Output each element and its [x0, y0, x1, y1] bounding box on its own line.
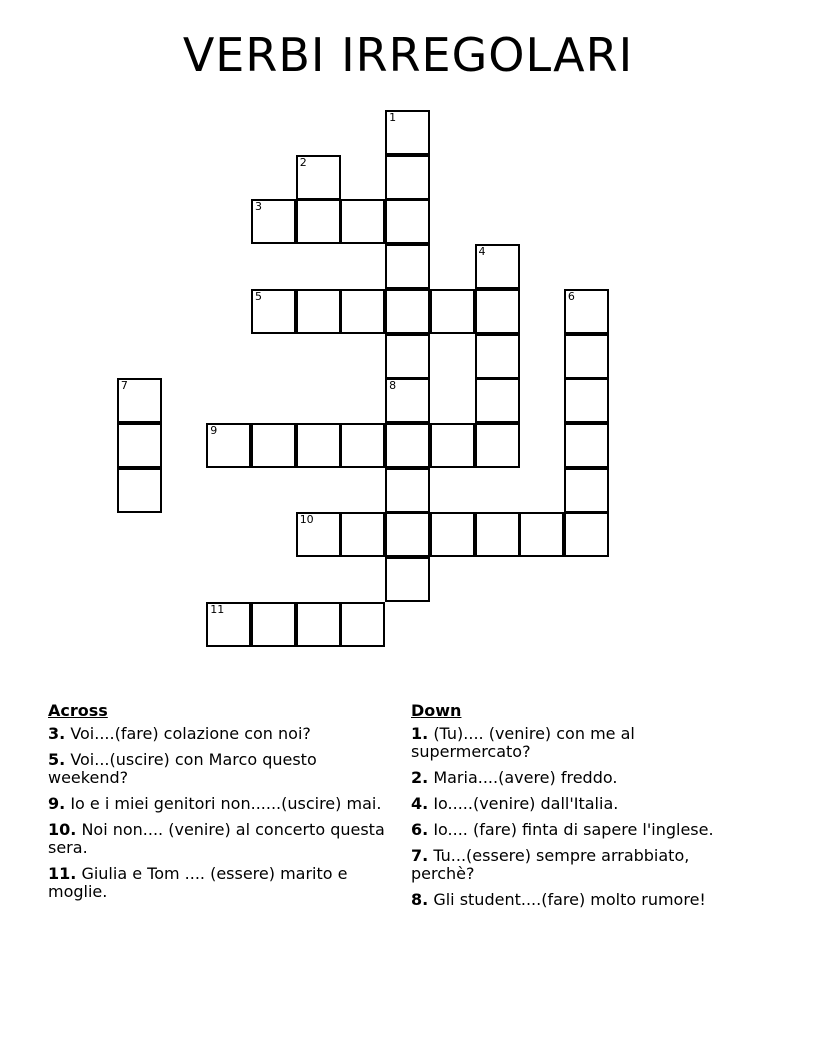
clue-number: 11.: [48, 864, 77, 883]
crossword-cell[interactable]: [385, 378, 430, 423]
crossword-cell[interactable]: [385, 110, 430, 155]
cell-number: 4: [478, 245, 486, 259]
clue-down-2: [411, 769, 751, 787]
cell-number: 10: [299, 513, 314, 527]
crossword-cell[interactable]: [430, 289, 475, 334]
clue-across-3: [48, 725, 388, 743]
clue-down-1: [411, 725, 751, 761]
clue-text: Gli student....(fare) molto rumore!: [433, 890, 706, 909]
down-clue-list: [411, 725, 751, 909]
clue-number: 10.: [48, 820, 77, 839]
cell-number: 5: [255, 289, 262, 303]
crossword-cell[interactable]: [385, 199, 430, 244]
crossword-cell[interactable]: [519, 512, 564, 557]
cell-number: 9: [210, 423, 218, 437]
clue-number: 3.: [48, 724, 66, 743]
crossword-cell[interactable]: [206, 423, 251, 468]
cell-number: 11: [210, 602, 225, 616]
crossword-cell[interactable]: [475, 289, 520, 334]
clue-across-9: [48, 795, 388, 813]
cell-number: 2: [299, 155, 307, 169]
clue-number: 6.: [411, 820, 429, 839]
crossword-cell[interactable]: [117, 378, 162, 423]
down-heading: Down: [411, 701, 462, 720]
across-clues: [48, 702, 388, 909]
clue-text: Maria....(avere) freddo.: [433, 768, 618, 787]
crossword-cell[interactable]: [430, 512, 475, 557]
crossword-cell[interactable]: [430, 423, 475, 468]
page-title: VERBI IRREGOLARI: [182, 28, 634, 82]
clue-number: 4.: [411, 794, 429, 813]
crossword-cell[interactable]: [385, 557, 430, 602]
clue-text: Io.....(venire) dall'Italia.: [433, 794, 619, 813]
crossword-cell[interactable]: [385, 512, 430, 557]
cell-number: 7: [120, 379, 128, 393]
crossword-cell[interactable]: [117, 468, 162, 513]
crossword-cell[interactable]: [296, 423, 341, 468]
crossword-cell[interactable]: [340, 512, 385, 557]
crossword-cell[interactable]: [564, 289, 609, 334]
crossword-cell[interactable]: [564, 468, 609, 513]
clue-text: (Tu).... (venire) con me al supermercato?: [411, 724, 635, 761]
clue-number: 8.: [411, 890, 429, 909]
crossword-cell[interactable]: [564, 378, 609, 423]
clue-text: Voi...(uscire) con Marco questo weekend?: [48, 750, 317, 787]
crossword-cell[interactable]: [385, 289, 430, 334]
across-heading: Across: [48, 701, 108, 720]
crossword-cell[interactable]: [296, 512, 341, 557]
crossword-cell[interactable]: [475, 244, 520, 289]
crossword-cell[interactable]: [475, 512, 520, 557]
clue-text: Tu...(essere) sempre arrabbiato, perchè?: [411, 846, 690, 883]
crossword-cell[interactable]: [296, 602, 341, 647]
crossword-cell[interactable]: [117, 423, 162, 468]
crossword-cell[interactable]: [385, 334, 430, 379]
crossword-cell[interactable]: [340, 199, 385, 244]
clue-down-7: [411, 847, 751, 883]
clue-across-11: [48, 865, 388, 901]
cell-number: 3: [255, 200, 262, 214]
crossword-cell[interactable]: [475, 334, 520, 379]
clue-text: Io e i miei genitori non......(uscire) mai.: [70, 794, 382, 813]
cell-number: 6: [567, 289, 575, 303]
crossword-cell[interactable]: [564, 423, 609, 468]
crossword-cell[interactable]: [340, 289, 385, 334]
clue-number: 9.: [48, 794, 66, 813]
crossword-cell[interactable]: [340, 423, 385, 468]
clue-text: Giulia e Tom .... (essere) marito e moglie.: [48, 864, 348, 901]
crossword-cell[interactable]: [206, 602, 251, 647]
crossword-cell[interactable]: [475, 423, 520, 468]
crossword-cell[interactable]: [475, 378, 520, 423]
clue-text: Noi non.... (venire) al concerto questa sera.: [48, 820, 385, 857]
clue-text: Io.... (fare) finta di sapere l'inglese.: [433, 820, 714, 839]
clue-across-5: [48, 751, 388, 787]
crossword-cell[interactable]: [251, 199, 296, 244]
crossword-cell[interactable]: [340, 602, 385, 647]
crossword-cell[interactable]: [296, 289, 341, 334]
clue-number: 7.: [411, 846, 429, 865]
crossword-cell[interactable]: [251, 602, 296, 647]
crossword-cell[interactable]: [251, 289, 296, 334]
crossword-cell[interactable]: [251, 423, 296, 468]
crossword-cell[interactable]: [564, 334, 609, 379]
down-clues: [411, 702, 751, 917]
crossword-cell[interactable]: [296, 199, 341, 244]
clue-number: 1.: [411, 724, 429, 743]
cell-number: 1: [389, 111, 397, 124]
crossword-cell[interactable]: [385, 244, 430, 289]
cell-number: 8: [389, 379, 397, 393]
crossword-cell[interactable]: [385, 468, 430, 513]
clue-text: Voi....(fare) colazione con noi?: [70, 724, 311, 743]
clue-down-6: [411, 821, 751, 839]
crossword-cell[interactable]: [564, 512, 609, 557]
crossword-cell[interactable]: [296, 155, 341, 200]
clue-number: 5.: [48, 750, 66, 769]
across-clue-list: [48, 725, 388, 901]
clue-down-4: [411, 795, 751, 813]
clue-number: 2.: [411, 768, 429, 787]
clue-down-8: [411, 891, 751, 909]
crossword-cell[interactable]: [385, 423, 430, 468]
crossword-cell[interactable]: [385, 155, 430, 200]
clue-across-10: [48, 821, 388, 857]
